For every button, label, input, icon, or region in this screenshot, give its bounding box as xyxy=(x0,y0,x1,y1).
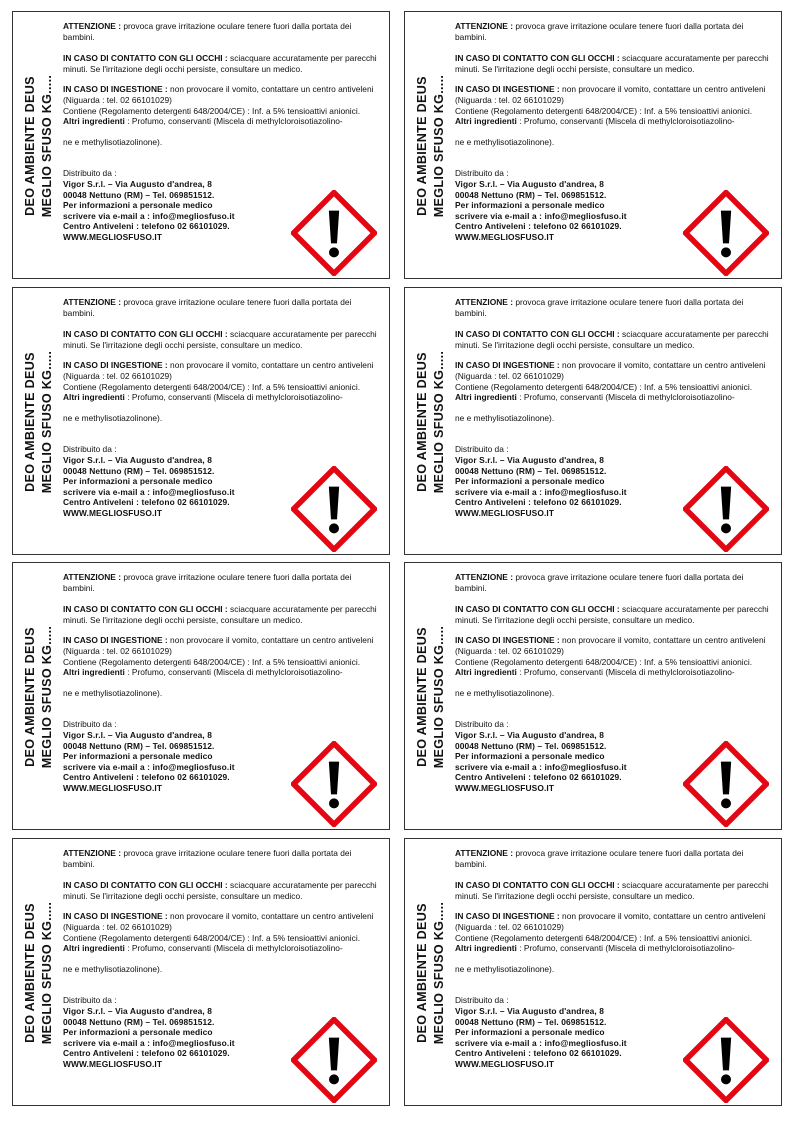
product-title xyxy=(22,563,66,830)
ingestion-statement: IN CASO DI INGESTIONE : non provocare il vomito, contattare un centro antiveleni (Niguarda : tel. 02 66101029) xyxy=(63,635,374,656)
other-ingredients-cont: ne e methylisotiazolinone). xyxy=(63,687,163,698)
other-ingredients-cont: ne e methylisotiazolinone). xyxy=(455,412,555,423)
medical-info-line2: scrivere via e-mail a : info@megliosfuso.it xyxy=(63,486,235,497)
website: WWW.MEGLIOSFUSO.IT xyxy=(455,507,555,518)
ingestion-statement: IN CASO DI INGESTIONE : non provocare il vomito, contattare un centro antiveleni (Niguarda : tel. 02 66101029) xyxy=(455,360,766,381)
hazard-label xyxy=(12,562,390,830)
product-title xyxy=(414,839,458,1106)
contains-statement: Contiene (Regolamento detergenti 648/2004/CE) : Inf. a 5% tensioattivi anionici. xyxy=(455,656,753,667)
medical-info-line1: Per informazioni a personale medico xyxy=(455,751,605,762)
other-ingredients: Altri ingredienti : Profumo, conservanti (Miscela di methylcloroisotiazolino- xyxy=(63,667,343,678)
distributor-address: 00048 Nettuno (RM) – Tel. 069851512. xyxy=(455,740,607,751)
ghs07-exclamation-icon xyxy=(683,1017,769,1103)
distributor-company: Vigor S.r.l. – Via Augusto d'andrea, 8 xyxy=(455,454,604,465)
website: WWW.MEGLIOSFUSO.IT xyxy=(455,1058,555,1069)
ghs07-exclamation-icon xyxy=(683,190,769,276)
other-ingredients: Altri ingredienti : Profumo, conservanti (Miscela di methylcloroisotiazolino- xyxy=(63,116,343,127)
other-ingredients-cont: ne e methylisotiazolinone). xyxy=(455,963,555,974)
product-name-line2: MEGLIO SFUSO KG..... xyxy=(432,74,446,218)
eye-contact-statement: IN CASO DI CONTATTO CON GLI OCCHI : sciacquare accuratamente per parecchi minuti. Se l'irritazione degli occhi persiste, consultare un medico. xyxy=(63,53,377,74)
medical-info-line1: Per informazioni a personale medico xyxy=(455,200,605,211)
hazard-label xyxy=(404,562,782,830)
contains-statement: Contiene (Regolamento detergenti 648/2004/CE) : Inf. a 5% tensioattivi anionici. xyxy=(63,381,361,392)
product-name-line2: MEGLIO SFUSO KG..... xyxy=(40,350,54,494)
website: WWW.MEGLIOSFUSO.IT xyxy=(63,1058,163,1069)
eye-contact-statement: IN CASO DI CONTATTO CON GLI OCCHI : sciacquare accuratamente per parecchi minuti. Se l'irritazione degli occhi persiste, consultare un medico. xyxy=(63,329,377,350)
product-name-line1: DEO AMBIENTE DEUS xyxy=(415,76,429,216)
hazard-label xyxy=(12,838,390,1106)
product-title xyxy=(414,12,458,279)
ingestion-statement: IN CASO DI INGESTIONE : non provocare il vomito, contattare un centro antiveleni (Niguarda : tel. 02 66101029) xyxy=(63,911,374,932)
ghs07-exclamation-icon xyxy=(291,466,377,552)
product-title xyxy=(22,288,66,555)
attention-statement: ATTENZIONE : provoca grave irritazione oculare tenere fuori dalla portata dei bambini. xyxy=(455,572,744,593)
other-ingredients-cont: ne e methylisotiazolinone). xyxy=(455,136,555,147)
eye-contact-statement: IN CASO DI CONTATTO CON GLI OCCHI : sciacquare accuratamente per parecchi minuti. Se l'irritazione degli occhi persiste, consultare un medico. xyxy=(455,604,769,625)
eye-contact-statement: IN CASO DI CONTATTO CON GLI OCCHI : sciacquare accuratamente per parecchi minuti. Se l'irritazione degli occhi persiste, consultare un medico. xyxy=(455,880,769,901)
distributor-company: Vigor S.r.l. – Via Augusto d'andrea, 8 xyxy=(455,1005,604,1016)
distributor-address: 00048 Nettuno (RM) – Tel. 069851512. xyxy=(63,740,215,751)
eye-contact-statement: IN CASO DI CONTATTO CON GLI OCCHI : sciacquare accuratamente per parecchi minuti. Se l'irritazione degli occhi persiste, consultare un medico. xyxy=(455,329,769,350)
distributor-company: Vigor S.r.l. – Via Augusto d'andrea, 8 xyxy=(63,729,212,740)
product-name-line2: MEGLIO SFUSO KG..... xyxy=(432,625,446,769)
attention-statement: ATTENZIONE : provoca grave irritazione oculare tenere fuori dalla portata dei bambini. xyxy=(63,848,352,869)
medical-info-line1: Per informazioni a personale medico xyxy=(63,200,213,211)
product-title xyxy=(414,563,458,830)
other-ingredients-cont: ne e methylisotiazolinone). xyxy=(455,687,555,698)
attention-statement: ATTENZIONE : provoca grave irritazione oculare tenere fuori dalla portata dei bambini. xyxy=(63,572,352,593)
distributor-company: Vigor S.r.l. – Via Augusto d'andrea, 8 xyxy=(455,729,604,740)
distributor-heading: Distribuito da : xyxy=(455,444,509,455)
medical-info-line2: scrivere via e-mail a : info@megliosfuso.it xyxy=(455,1037,627,1048)
website: WWW.MEGLIOSFUSO.IT xyxy=(455,782,555,793)
poison-center: Centro Antiveleni : telefono 02 66101029. xyxy=(63,1048,230,1059)
distributor-address: 00048 Nettuno (RM) – Tel. 069851512. xyxy=(63,1016,215,1027)
product-name-line2: MEGLIO SFUSO KG..... xyxy=(40,901,54,1045)
product-title xyxy=(22,839,66,1106)
product-name-line2: MEGLIO SFUSO KG..... xyxy=(432,350,446,494)
website: WWW.MEGLIOSFUSO.IT xyxy=(63,782,163,793)
hazard-label xyxy=(12,11,390,279)
medical-info-line2: scrivere via e-mail a : info@megliosfuso.it xyxy=(455,210,627,221)
medical-info-line2: scrivere via e-mail a : info@megliosfuso.it xyxy=(63,761,235,772)
ingestion-statement: IN CASO DI INGESTIONE : non provocare il vomito, contattare un centro antiveleni (Niguarda : tel. 02 66101029) xyxy=(455,84,766,105)
distributor-company: Vigor S.r.l. – Via Augusto d'andrea, 8 xyxy=(63,178,212,189)
hazard-label xyxy=(12,287,390,555)
website: WWW.MEGLIOSFUSO.IT xyxy=(63,507,163,518)
ingestion-statement: IN CASO DI INGESTIONE : non provocare il vomito, contattare un centro antiveleni (Niguarda : tel. 02 66101029) xyxy=(455,911,766,932)
distributor-address: 00048 Nettuno (RM) – Tel. 069851512. xyxy=(455,189,607,200)
distributor-address: 00048 Nettuno (RM) – Tel. 069851512. xyxy=(455,465,607,476)
poison-center: Centro Antiveleni : telefono 02 66101029. xyxy=(63,772,230,783)
product-name-line1: DEO AMBIENTE DEUS xyxy=(415,627,429,767)
contains-statement: Contiene (Regolamento detergenti 648/2004/CE) : Inf. a 5% tensioattivi anionici. xyxy=(455,381,753,392)
contains-statement: Contiene (Regolamento detergenti 648/2004/CE) : Inf. a 5% tensioattivi anionici. xyxy=(63,656,361,667)
distributor-heading: Distribuito da : xyxy=(63,444,117,455)
poison-center: Centro Antiveleni : telefono 02 66101029. xyxy=(455,221,622,232)
medical-info-line2: scrivere via e-mail a : info@megliosfuso.it xyxy=(63,210,235,221)
medical-info-line1: Per informazioni a personale medico xyxy=(63,476,213,487)
product-name-line1: DEO AMBIENTE DEUS xyxy=(415,352,429,492)
eye-contact-statement: IN CASO DI CONTATTO CON GLI OCCHI : sciacquare accuratamente per parecchi minuti. Se l'irritazione degli occhi persiste, consultare un medico. xyxy=(455,53,769,74)
distributor-heading: Distribuito da : xyxy=(63,168,117,179)
ingestion-statement: IN CASO DI INGESTIONE : non provocare il vomito, contattare un centro antiveleni (Niguarda : tel. 02 66101029) xyxy=(455,635,766,656)
product-name-line1: DEO AMBIENTE DEUS xyxy=(23,76,37,216)
contains-statement: Contiene (Regolamento detergenti 648/2004/CE) : Inf. a 5% tensioattivi anionici. xyxy=(63,105,361,116)
distributor-heading: Distribuito da : xyxy=(455,995,509,1006)
product-title xyxy=(414,288,458,555)
distributor-address: 00048 Nettuno (RM) – Tel. 069851512. xyxy=(63,189,215,200)
ghs07-exclamation-icon xyxy=(291,1017,377,1103)
poison-center: Centro Antiveleni : telefono 02 66101029. xyxy=(455,497,622,508)
medical-info-line1: Per informazioni a personale medico xyxy=(455,476,605,487)
contains-statement: Contiene (Regolamento detergenti 648/2004/CE) : Inf. a 5% tensioattivi anionici. xyxy=(63,932,361,943)
distributor-address: 00048 Nettuno (RM) – Tel. 069851512. xyxy=(63,465,215,476)
attention-statement: ATTENZIONE : provoca grave irritazione oculare tenere fuori dalla portata dei bambini. xyxy=(455,21,744,42)
distributor-company: Vigor S.r.l. – Via Augusto d'andrea, 8 xyxy=(63,454,212,465)
ingestion-statement: IN CASO DI INGESTIONE : non provocare il vomito, contattare un centro antiveleni (Niguarda : tel. 02 66101029) xyxy=(63,360,374,381)
attention-statement: ATTENZIONE : provoca grave irritazione oculare tenere fuori dalla portata dei bambini. xyxy=(63,21,352,42)
eye-contact-statement: IN CASO DI CONTATTO CON GLI OCCHI : sciacquare accuratamente per parecchi minuti. Se l'irritazione degli occhi persiste, consultare un medico. xyxy=(63,604,377,625)
ghs07-exclamation-icon xyxy=(683,741,769,827)
ghs07-exclamation-icon xyxy=(683,466,769,552)
attention-statement: ATTENZIONE : provoca grave irritazione oculare tenere fuori dalla portata dei bambini. xyxy=(455,848,744,869)
contains-statement: Contiene (Regolamento detergenti 648/2004/CE) : Inf. a 5% tensioattivi anionici. xyxy=(455,932,753,943)
other-ingredients: Altri ingredienti : Profumo, conservanti (Miscela di methylcloroisotiazolino- xyxy=(455,116,735,127)
product-name-line1: DEO AMBIENTE DEUS xyxy=(23,903,37,1043)
hazard-label xyxy=(404,287,782,555)
other-ingredients: Altri ingredienti : Profumo, conservanti (Miscela di methylcloroisotiazolino- xyxy=(455,667,735,678)
medical-info-line1: Per informazioni a personale medico xyxy=(63,751,213,762)
poison-center: Centro Antiveleni : telefono 02 66101029. xyxy=(455,772,622,783)
product-name-line2: MEGLIO SFUSO KG..... xyxy=(40,625,54,769)
distributor-heading: Distribuito da : xyxy=(63,995,117,1006)
other-ingredients: Altri ingredienti : Profumo, conservanti (Miscela di methylcloroisotiazolino- xyxy=(455,943,735,954)
other-ingredients-cont: ne e methylisotiazolinone). xyxy=(63,136,163,147)
medical-info-line2: scrivere via e-mail a : info@megliosfuso.it xyxy=(63,1037,235,1048)
poison-center: Centro Antiveleni : telefono 02 66101029. xyxy=(455,1048,622,1059)
distributor-heading: Distribuito da : xyxy=(63,719,117,730)
product-name-line2: MEGLIO SFUSO KG..... xyxy=(40,74,54,218)
medical-info-line2: scrivere via e-mail a : info@megliosfuso.it xyxy=(455,486,627,497)
other-ingredients-cont: ne e methylisotiazolinone). xyxy=(63,412,163,423)
attention-statement: ATTENZIONE : provoca grave irritazione oculare tenere fuori dalla portata dei bambini. xyxy=(63,297,352,318)
other-ingredients: Altri ingredienti : Profumo, conservanti (Miscela di methylcloroisotiazolino- xyxy=(455,392,735,403)
distributor-company: Vigor S.r.l. – Via Augusto d'andrea, 8 xyxy=(63,1005,212,1016)
website: WWW.MEGLIOSFUSO.IT xyxy=(63,231,163,242)
attention-statement: ATTENZIONE : provoca grave irritazione oculare tenere fuori dalla portata dei bambini. xyxy=(455,297,744,318)
poison-center: Centro Antiveleni : telefono 02 66101029. xyxy=(63,221,230,232)
medical-info-line2: scrivere via e-mail a : info@megliosfuso.it xyxy=(455,761,627,772)
product-name-line1: DEO AMBIENTE DEUS xyxy=(23,352,37,492)
contains-statement: Contiene (Regolamento detergenti 648/2004/CE) : Inf. a 5% tensioattivi anionici. xyxy=(455,105,753,116)
other-ingredients: Altri ingredienti : Profumo, conservanti (Miscela di methylcloroisotiazolino- xyxy=(63,392,343,403)
distributor-heading: Distribuito da : xyxy=(455,168,509,179)
distributor-company: Vigor S.r.l. – Via Augusto d'andrea, 8 xyxy=(455,178,604,189)
other-ingredients-cont: ne e methylisotiazolinone). xyxy=(63,963,163,974)
medical-info-line1: Per informazioni a personale medico xyxy=(63,1027,213,1038)
product-title xyxy=(22,12,66,279)
product-name-line2: MEGLIO SFUSO KG..... xyxy=(432,901,446,1045)
product-name-line1: DEO AMBIENTE DEUS xyxy=(23,627,37,767)
medical-info-line1: Per informazioni a personale medico xyxy=(455,1027,605,1038)
distributor-address: 00048 Nettuno (RM) – Tel. 069851512. xyxy=(455,1016,607,1027)
product-name-line1: DEO AMBIENTE DEUS xyxy=(415,903,429,1043)
ghs07-exclamation-icon xyxy=(291,190,377,276)
distributor-heading: Distribuito da : xyxy=(455,719,509,730)
hazard-label xyxy=(404,838,782,1106)
ghs07-exclamation-icon xyxy=(291,741,377,827)
website: WWW.MEGLIOSFUSO.IT xyxy=(455,231,555,242)
other-ingredients: Altri ingredienti : Profumo, conservanti (Miscela di methylcloroisotiazolino- xyxy=(63,943,343,954)
hazard-label xyxy=(404,11,782,279)
eye-contact-statement: IN CASO DI CONTATTO CON GLI OCCHI : sciacquare accuratamente per parecchi minuti. Se l'irritazione degli occhi persiste, consultare un medico. xyxy=(63,880,377,901)
poison-center: Centro Antiveleni : telefono 02 66101029. xyxy=(63,497,230,508)
ingestion-statement: IN CASO DI INGESTIONE : non provocare il vomito, contattare un centro antiveleni (Niguarda : tel. 02 66101029) xyxy=(63,84,374,105)
